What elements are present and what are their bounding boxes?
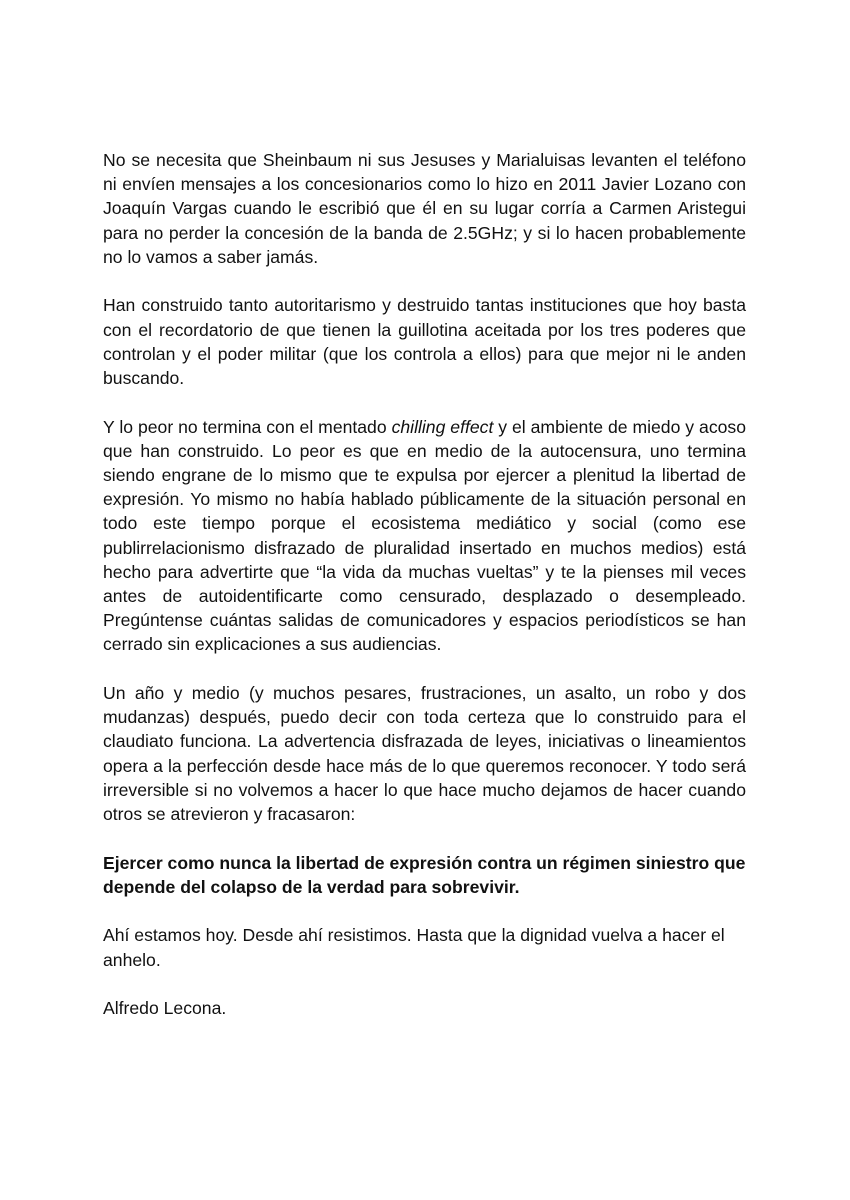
paragraph-3-text-start: Y lo peor no termina con el mentado [103, 416, 392, 437]
paragraph-4: Un año y medio (y muchos pesares, frustraciones, un asalto, un robo y dos mudanzas) después, puedo decir con toda certeza que lo construido para el claudiato funciona. La advertencia disfrazada de leyes, iniciativas o lineamientos opera a la perfección desde hace más de lo que queremos reconocer. Y todo será irreversible si no volvemos a hacer lo que hace mucho dejamos de hacer cuando otros se atrevieron y fracasaron: [103, 683, 746, 825]
signature: Alfredo Lecona. [103, 998, 227, 1019]
bold-statement: Ejercer como nunca la libertad de expresión contra un régimen siniestro que depende del colapso de la verdad para sobrevivir. [103, 852, 746, 897]
paragraph-6: Ahí estamos hoy. Desde ahí resistimos. Hasta que la dignidad vuelva a hacer el anhelo. [103, 925, 725, 970]
document-body [103, 148, 746, 1045]
paragraph-3-italic-term: chilling effect [391, 416, 494, 437]
paragraph-3 [103, 415, 746, 657]
paragraph-2: Han construido tanto autoritarismo y destruido tantas instituciones que hoy basta con el recordatorio de que tienen la guillotina aceitada por los tres poderes que controlan y el poder militar (que los controla a ellos) para que mejor ni le anden buscando. [103, 295, 746, 389]
paragraph-1: No se necesita que Sheinbaum ni sus Jesuses y Marialuisas levanten el teléfono ni envíen mensajes a los concesionarios como lo hizo en 2011 Javier Lozano con Joaquín Vargas cuando le escribió que él en su lugar corría a Carmen Aristegui para no perder la concesión de la banda de 2.5GHz; y si lo hacen probablemente no lo vamos a saber jamás. [103, 150, 746, 267]
paragraph-3-text-end: y el ambiente de miedo y acoso que han construido. Lo peor es que en medio de la autocensura, uno termina siendo engrane de lo mismo que te expulsa por ejercer a plenitud la libertad de expresión. Yo mismo no había hablado públicamente de la situación personal en todo este tiempo porque el ecosistema mediático y social (como ese publirrelacionismo disfrazado de pluralidad insertado en muchos medios) está hecho para advertirte que “la vida da muchas vueltas” y te la pienses mil veces antes de autoidentificarte como censurado, desplazado o desempleado. Pregúntense cuántas salidas de comunicadores y espacios periodísticos se han cerrado sin explicaciones a sus audiencias. [103, 416, 746, 655]
